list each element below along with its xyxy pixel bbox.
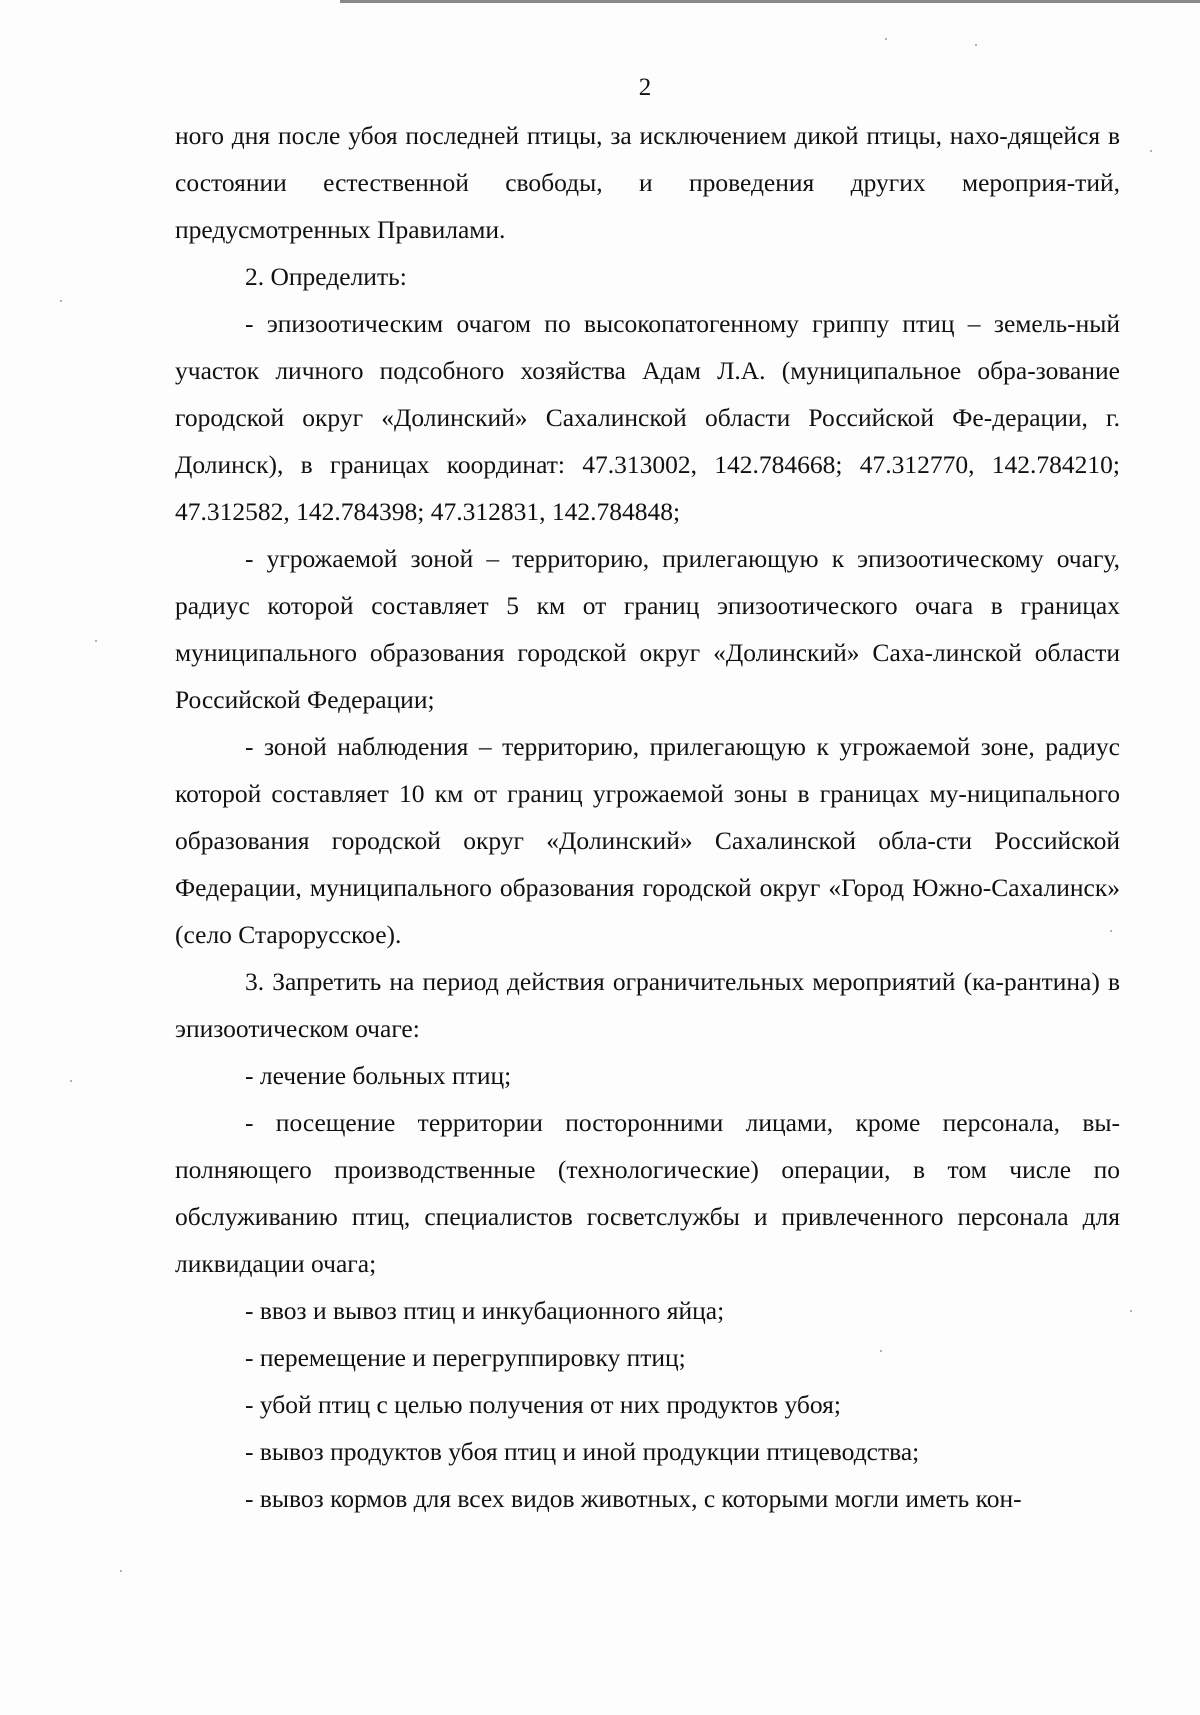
list-item-slaughter: - убой птиц с целью получения от них продуктов убоя;	[245, 1390, 841, 1419]
list-item-relocation: - перемещение и перегруппировку птиц;	[245, 1343, 686, 1372]
scan-speck	[60, 300, 62, 302]
list-item-products-export: - вывоз продуктов убоя птиц и иной продукции птицеводства;	[245, 1437, 920, 1466]
paragraph-threatened-zone: - угрожаемой зоной – территорию, прилегающую к эпизоотическому очагу, радиус которой составляет 5 км от границ эпизоотического очага в границах муниципального образования городской округ «Долинский» Саха-линской области Российской Федерации;	[175, 544, 1120, 714]
scan-speck	[70, 1080, 72, 1082]
list-item-visits: - посещение территории посторонними лицами, кроме персонала, вы-полняющего производственные (технологические) операции, в том числе по обслуживанию птиц, специалистов госветслужбы и привлеченного персонала для ликвидации очага;	[175, 1108, 1120, 1278]
paragraph-continuation: ного дня после убоя последней птицы, за исключением дикой птицы, нахо-дящейся в состоянии естественной свободы, и проведения других мероприя-тий, предусмотренных Правилами.	[175, 121, 1120, 244]
top-border-line	[340, 0, 1200, 3]
scan-speck	[120, 1570, 122, 1572]
list-item-treatment: - лечение больных птиц;	[245, 1061, 512, 1090]
scan-speck	[975, 44, 977, 46]
paragraph-item-3-heading: 3. Запретить на период действия ограничительных мероприятий (ка-рантина) в эпизоотическом очаге:	[175, 967, 1120, 1043]
scan-speck	[1110, 930, 1112, 932]
list-item-import-export: - ввоз и вывоз птиц и инкубационного яйца;	[245, 1296, 725, 1325]
scan-speck	[1130, 1310, 1132, 1312]
paragraph-item-2-heading: 2. Определить:	[245, 262, 407, 291]
document-body	[175, 112, 1120, 1522]
scan-speck	[880, 1350, 882, 1352]
scan-speck	[95, 640, 97, 642]
page-number: 2	[638, 74, 652, 101]
scan-speck	[1150, 150, 1152, 152]
paragraph-observation-zone: - зоной наблюдения – территорию, прилегающую к угрожаемой зоне, радиус которой составляет 10 км от границ угрожаемой зоны в границах му-ниципального образования городской округ «Долинский» Сахалинской обла-сти Российской Федерации, муниципального образования городской округ «Город Южно-Сахалинск» (село Старорусское).	[175, 732, 1120, 949]
list-item-feed-export: - вывоз кормов для всех видов животных, с которыми могли иметь кон-	[245, 1484, 1022, 1513]
paragraph-epizootic-focus: - эпизоотическим очагом по высокопатогенному гриппу птиц – земель-ный участок личного подсобного хозяйства Адам Л.А. (муниципальное обра-зование городской округ «Долинский» Сахалинской области Российской Фе-дерации, г. Долинск), в границах координат: 47.313002, 142.784668; 47.312770, 142.784210; 47.312582, 142.784398; 47.312831, 142.784848;	[175, 309, 1120, 526]
scan-speck	[885, 38, 887, 40]
